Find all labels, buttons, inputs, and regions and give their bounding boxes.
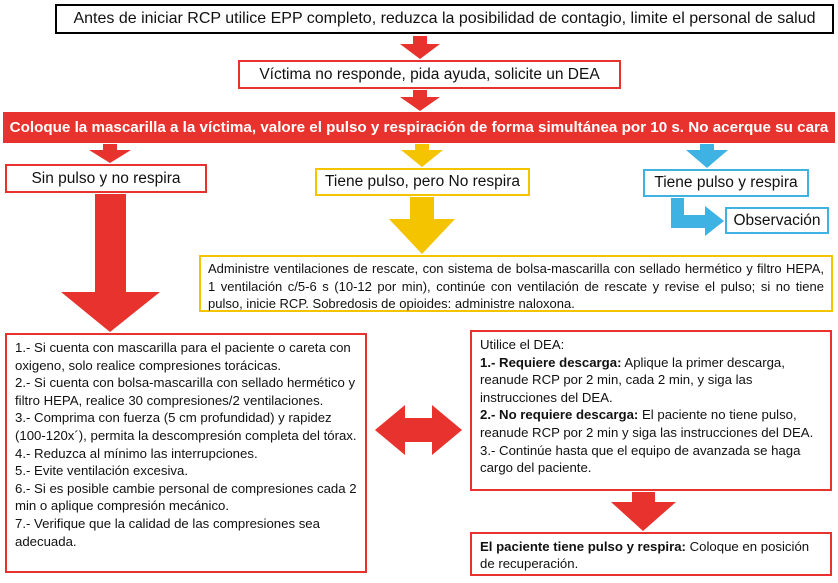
- no-pulse-text: Sin pulso y no respira: [31, 169, 181, 187]
- ppe-instruction-box: [55, 4, 834, 34]
- cpr-step-5: 5.- Evite ventilación excesiva.: [15, 463, 188, 479]
- cpr-step-1: 1.- Si cuenta con mascarilla para el paciente o careta con oxigeno, solo realice compresiones torácicas.: [15, 340, 351, 373]
- aed-no-shock-label: 2.- No requiere descarga:: [480, 407, 639, 423]
- aed-title: Utilice el DEA:: [480, 337, 565, 352]
- arrow-down-mask-to-pulse-nobreath: [401, 144, 443, 167]
- cpr-step-7: 7.- Verifique que la calidad de las compresiones sea adecuada.: [15, 515, 320, 549]
- aed-continue-step: 3.- Continúe hasta que el equipo de avanzada se haga cargo del paciente.: [480, 442, 801, 476]
- arrow-down-mask-to-pulse-breath: [686, 144, 728, 168]
- cpr-step-6: 6.- Si es posible cambie personal de compresiones cada 2 min o aplique compresión mecánico.: [15, 480, 357, 514]
- rescue-breaths-box: [199, 255, 833, 312]
- pulse-no-breath-text: Tiene pulso, pero No respira: [325, 173, 520, 190]
- mask-check-box: [3, 112, 835, 143]
- observation-box: [725, 207, 829, 234]
- observation-text: Observación: [733, 211, 821, 229]
- aed-shock-step: [480, 354, 822, 407]
- cpr-step-3: 3.- Comprima con fuerza (5 cm profundidad) y rapidez (100-120x´), permita la descompresión completa del tórax.: [15, 410, 357, 443]
- arrow-double-cpr-aed: [375, 405, 462, 455]
- pulse-breath-text: Tiene pulso y respira: [654, 174, 798, 191]
- ppe-instruction-text: Antes de iniciar RCP utilice EPP completo, reduzca la posibilidad de contagio, limite el personal de salud: [73, 10, 816, 27]
- arrow-down-aed-to-recovery: [611, 492, 676, 531]
- aed-shock-text: Aplique la primer descarga, reanude RCP por 2 min, cada 2 min, y siga las instrucciones del DEA.: [480, 354, 785, 405]
- mask-check-text: Coloque la mascarilla a la víctima, valore el pulso y respiración de forma simultánea por 10 s. No acerque su cara: [9, 119, 829, 136]
- cpr-step-4: 4.- Reduzca al mínimo las interrupciones.: [15, 445, 258, 461]
- arrow-down-to-rescue: [389, 197, 455, 254]
- call-help-text: Víctima no responde, pida ayuda, solicite un DEA: [259, 65, 600, 83]
- arrow-down-mask-to-nopulse: [89, 144, 131, 163]
- pulse-no-breath-box: [315, 168, 530, 196]
- rescue-breaths-text: Administre ventilaciones de rescate, con sistema de bolsa-mascarilla con sellado hermético y filtro HEPA, 1 ventilación c/5-6 s (10-12 por min), continúe con ventilación de rescate y revise el pulso; si no tiene pulso, inicie RCP. Sobredosis de opioides: administre naloxona.: [208, 261, 824, 311]
- recovery-label: El paciente tiene pulso y respira:: [480, 539, 686, 554]
- aed-shock-label: 1.- Requiere descarga:: [480, 354, 622, 370]
- arrow-down-call-to-mask: [400, 90, 440, 111]
- cpr-step-2: 2.- Si cuenta con bolsa-mascarilla con sellado hermético y filtro HEPA, realice 30 compresiones/2 ventilaciones.: [15, 375, 356, 408]
- recovery-box: [470, 532, 832, 576]
- arrow-elbow-to-observation: [671, 198, 724, 236]
- pulse-breath-box: [643, 169, 809, 197]
- call-help-box: [238, 60, 621, 89]
- arrow-down-ppe-to-call: [400, 36, 440, 59]
- aed-box: [470, 330, 832, 491]
- arrow-down-to-cpr: [61, 194, 160, 332]
- aed-no-shock-text: El paciente no tiene pulso, reanude RCP por 2 min y siga las instrucciones del DEA.: [480, 407, 814, 440]
- recovery-text: Coloque en posición de recuperación.: [480, 539, 810, 571]
- no-pulse-box: [5, 164, 207, 193]
- cpr-steps-box: [5, 333, 367, 573]
- aed-no-shock-step: [480, 406, 822, 441]
